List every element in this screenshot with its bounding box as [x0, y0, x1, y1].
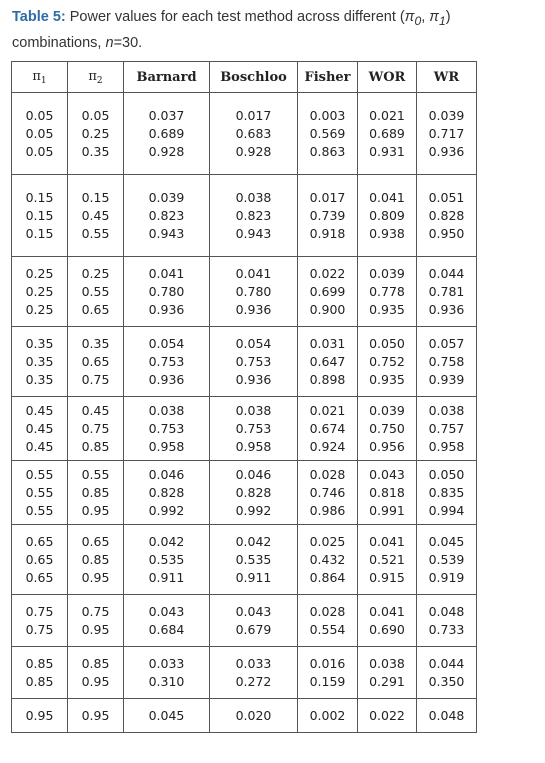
caption-label: Table 5:: [12, 9, 66, 25]
cell-value: 0.781: [428, 283, 465, 299]
cell-value: 0.039: [369, 402, 405, 418]
cell-value: 0.65: [81, 301, 110, 317]
cell-value: 0.539: [428, 551, 465, 567]
cell-pi1: [12, 647, 68, 699]
cell-value: 0.95: [81, 569, 110, 585]
cell-pi2: [68, 327, 124, 397]
cell-value: 0.809: [369, 207, 405, 223]
cell-value: 0.739: [309, 207, 346, 223]
cell-pi2: [68, 595, 124, 647]
cell-value: 0.038: [148, 402, 185, 418]
cell-value: 0.022: [369, 707, 405, 723]
table-row: [12, 93, 477, 175]
cell-pi1: [12, 93, 68, 175]
cell-value: 0.992: [148, 502, 185, 518]
cell-value: 0.690: [369, 621, 405, 637]
cell-value: 0.043: [235, 603, 272, 619]
cell-value: 0.55: [25, 502, 54, 518]
cell-value: 0.051: [428, 189, 465, 205]
cell-value: 0.674: [309, 420, 346, 436]
cell-value: 0.045: [428, 533, 465, 549]
cell-value: 0.683: [235, 125, 272, 141]
cell-value: 0.992: [235, 502, 272, 518]
cell-value: 0.75: [81, 603, 110, 619]
cell-boschloo: [210, 525, 298, 595]
cell-value: 0.823: [148, 207, 185, 223]
cell-value: 0.042: [235, 533, 272, 549]
cell-pi2: [68, 525, 124, 595]
cell-value: 0.521: [369, 551, 405, 567]
cell-value: 0.037: [148, 107, 185, 123]
caption-n-variable: n: [105, 34, 114, 51]
cell-value: 0.291: [369, 673, 405, 689]
cell-value: 0.041: [369, 189, 405, 205]
cell-boschloo: [210, 93, 298, 175]
cell-wr: [417, 327, 477, 397]
table-caption: Table 5: Power values for each test method across different ($\pi_0$, $\pi_1$) combinations, n=30.: [12, 9, 451, 51]
cell-wor: [358, 257, 417, 327]
cell-value: 0.45: [25, 420, 54, 436]
header-row: [12, 62, 477, 93]
cell-value: 0.535: [148, 551, 185, 567]
cell-value: 0.038: [235, 402, 272, 418]
cell-pi1: [12, 699, 68, 733]
cell-value: 0.039: [428, 107, 465, 123]
header-boschloo: Boschloo: [210, 62, 298, 93]
cell-value: 0.943: [235, 225, 272, 241]
cell-value: 0.041: [235, 265, 272, 281]
cell-value: 0.689: [148, 125, 185, 141]
cell-value: 0.028: [309, 466, 346, 482]
cell-value: 0.042: [148, 533, 185, 549]
cell-value: 0.022: [309, 265, 346, 281]
cell-wr: [417, 397, 477, 461]
cell-value: 0.958: [148, 438, 185, 454]
cell-value: 0.05: [25, 107, 54, 123]
cell-value: 0.05: [81, 107, 110, 123]
header-wr: WR: [417, 62, 477, 93]
cell-fisher: [298, 175, 358, 257]
cell-value: 0.991: [369, 502, 405, 518]
cell-value: 0.033: [235, 655, 272, 671]
cell-value: 0.35: [25, 371, 54, 387]
cell-value: 0.039: [148, 189, 185, 205]
caption-pi-1: $\pi_1$: [429, 9, 446, 28]
cell-value: 0.35: [25, 335, 54, 351]
cell-wr: [417, 525, 477, 595]
cell-value: 0.928: [235, 143, 272, 159]
cell-value: 0.057: [428, 335, 465, 351]
cell-value: 0.823: [235, 207, 272, 223]
cell-pi2: [68, 93, 124, 175]
cell-value: 0.936: [428, 301, 465, 317]
cell-value: 0.043: [369, 466, 405, 482]
cell-value: 0.938: [369, 225, 405, 241]
cell-value: 0.044: [428, 265, 465, 281]
cell-value: 0.746: [309, 484, 346, 500]
cell-value: 0.647: [309, 353, 346, 369]
cell-value: 0.918: [309, 225, 346, 241]
cell-value: 0.935: [369, 301, 405, 317]
cell-value: 0.272: [235, 673, 272, 689]
cell-boschloo: [210, 595, 298, 647]
cell-value: 0.25: [25, 283, 54, 299]
cell-value: 0.55: [25, 466, 54, 482]
caption-pi-0: $\pi_0$: [404, 9, 422, 28]
cell-value: 0.039: [369, 265, 405, 281]
cell-fisher: [298, 647, 358, 699]
cell-value: 0.924: [309, 438, 346, 454]
cell-value: 0.55: [81, 225, 110, 241]
cell-value: 0.753: [148, 420, 185, 436]
cell-pi1: [12, 461, 68, 525]
cell-value: 0.900: [309, 301, 346, 317]
cell-value: 0.85: [25, 655, 54, 671]
cell-value: 0.35: [81, 335, 110, 351]
cell-value: 0.05: [25, 143, 54, 159]
cell-value: 0.733: [428, 621, 465, 637]
cell-value: 0.038: [369, 655, 405, 671]
cell-value: 0.994: [428, 502, 465, 518]
cell-value: 0.679: [235, 621, 272, 637]
cell-value: 0.046: [235, 466, 272, 482]
table-row: [12, 397, 477, 461]
cell-boschloo: [210, 257, 298, 327]
cell-pi1: [12, 175, 68, 257]
cell-pi1: [12, 525, 68, 595]
cell-value: 0.043: [148, 603, 185, 619]
cell-wr: [417, 595, 477, 647]
cell-value: 0.835: [428, 484, 465, 500]
cell-pi1: [12, 327, 68, 397]
cell-value: 0.85: [81, 551, 110, 567]
cell-value: 0.958: [428, 438, 465, 454]
cell-value: 0.020: [235, 707, 272, 723]
cell-fisher: [298, 93, 358, 175]
cell-wor: [358, 647, 417, 699]
cell-value: 0.310: [148, 673, 185, 689]
cell-wr: [417, 461, 477, 525]
cell-value: 0.85: [81, 438, 110, 454]
cell-value: 0.021: [369, 107, 405, 123]
cell-value: 0.45: [81, 207, 110, 223]
cell-value: 0.65: [25, 551, 54, 567]
cell-value: 0.017: [309, 189, 346, 205]
cell-value: 0.031: [309, 335, 346, 351]
cell-value: 0.717: [428, 125, 465, 141]
cell-pi2: [68, 699, 124, 733]
table-row: [12, 461, 477, 525]
cell-value: 0.003: [309, 107, 346, 123]
cell-value: 0.050: [428, 466, 465, 482]
cell-value: 0.054: [235, 335, 272, 351]
cell-value: 0.025: [309, 533, 346, 549]
cell-value: 0.95: [25, 707, 54, 723]
cell-value: 0.002: [309, 707, 346, 723]
cell-value: 0.55: [81, 283, 110, 299]
cell-value: 0.35: [81, 143, 110, 159]
cell-wor: [358, 461, 417, 525]
cell-fisher: [298, 327, 358, 397]
cell-barnard: [124, 175, 210, 257]
cell-value: 0.753: [235, 420, 272, 436]
cell-value: 0.85: [81, 484, 110, 500]
cell-value: 0.689: [369, 125, 405, 141]
cell-barnard: [124, 327, 210, 397]
cell-value: 0.45: [81, 402, 110, 418]
cell-value: 0.554: [309, 621, 346, 637]
cell-value: 0.45: [25, 438, 54, 454]
cell-value: 0.898: [309, 371, 346, 387]
cell-value: 0.159: [309, 673, 346, 689]
cell-value: 0.046: [148, 466, 185, 482]
cell-value: 0.050: [369, 335, 405, 351]
cell-value: 0.931: [369, 143, 405, 159]
cell-fisher: [298, 397, 358, 461]
cell-value: 0.038: [428, 402, 465, 418]
table-row: [12, 525, 477, 595]
cell-fisher: [298, 595, 358, 647]
cell-value: 0.75: [81, 420, 110, 436]
header-pi2: $\pi_2$: [68, 62, 124, 93]
cell-value: 0.044: [428, 655, 465, 671]
cell-wor: [358, 525, 417, 595]
cell-wr: [417, 175, 477, 257]
table-row: [12, 257, 477, 327]
cell-value: 0.752: [369, 353, 405, 369]
cell-value: 0.780: [148, 283, 185, 299]
header-fisher: Fisher: [298, 62, 358, 93]
cell-value: 0.818: [369, 484, 405, 500]
cell-value: 0.936: [148, 301, 185, 317]
cell-barnard: [124, 699, 210, 733]
header-barnard: Barnard: [124, 62, 210, 93]
cell-value: 0.85: [81, 655, 110, 671]
cell-value: 0.535: [235, 551, 272, 567]
cell-barnard: [124, 397, 210, 461]
cell-value: 0.750: [369, 420, 405, 436]
cell-boschloo: [210, 647, 298, 699]
cell-wor: [358, 93, 417, 175]
table-row: [12, 595, 477, 647]
cell-value: 0.65: [81, 353, 110, 369]
cell-value: 0.956: [369, 438, 405, 454]
cell-fisher: [298, 461, 358, 525]
cell-value: 0.950: [428, 225, 465, 241]
cell-value: 0.935: [369, 371, 405, 387]
table-row: [12, 175, 477, 257]
cell-fisher: [298, 257, 358, 327]
cell-value: 0.045: [148, 707, 185, 723]
cell-value: 0.943: [148, 225, 185, 241]
cell-value: 0.65: [25, 533, 54, 549]
cell-value: 0.95: [81, 673, 110, 689]
cell-boschloo: [210, 699, 298, 733]
cell-value: 0.15: [81, 189, 110, 205]
cell-value: 0.863: [309, 143, 346, 159]
cell-barnard: [124, 525, 210, 595]
cell-value: 0.25: [81, 125, 110, 141]
cell-value: 0.928: [148, 143, 185, 159]
cell-value: 0.041: [148, 265, 185, 281]
cell-fisher: [298, 699, 358, 733]
cell-value: 0.55: [81, 466, 110, 482]
cell-value: 0.041: [369, 603, 405, 619]
cell-value: 0.25: [25, 265, 54, 281]
cell-pi2: [68, 461, 124, 525]
cell-value: 0.15: [25, 207, 54, 223]
table-row: [12, 699, 477, 733]
cell-value: 0.021: [309, 402, 346, 418]
cell-value: 0.864: [309, 569, 346, 585]
cell-value: 0.75: [25, 603, 54, 619]
cell-value: 0.75: [25, 621, 54, 637]
cell-value: 0.05: [25, 125, 54, 141]
cell-value: 0.936: [148, 371, 185, 387]
cell-wor: [358, 595, 417, 647]
cell-value: 0.041: [369, 533, 405, 549]
cell-boschloo: [210, 397, 298, 461]
caption-text-a: Power values for each test method across different (: [65, 9, 405, 25]
cell-fisher: [298, 525, 358, 595]
cell-value: 0.75: [81, 371, 110, 387]
cell-value: 0.038: [235, 189, 272, 205]
cell-value: 0.15: [25, 189, 54, 205]
cell-pi1: [12, 595, 68, 647]
table-row: [12, 647, 477, 699]
cell-value: 0.25: [81, 265, 110, 281]
cell-value: 0.911: [148, 569, 185, 585]
cell-value: 0.919: [428, 569, 465, 585]
cell-value: 0.45: [25, 402, 54, 418]
cell-value: 0.753: [148, 353, 185, 369]
cell-wr: [417, 93, 477, 175]
cell-boschloo: [210, 461, 298, 525]
cell-value: 0.35: [25, 353, 54, 369]
cell-value: 0.936: [235, 301, 272, 317]
caption-text-c: =30.: [113, 34, 143, 51]
cell-value: 0.753: [235, 353, 272, 369]
cell-value: 0.915: [369, 569, 405, 585]
cell-wor: [358, 327, 417, 397]
cell-barnard: [124, 595, 210, 647]
cell-value: 0.048: [428, 707, 465, 723]
cell-pi2: [68, 397, 124, 461]
cell-barnard: [124, 461, 210, 525]
cell-pi2: [68, 647, 124, 699]
cell-value: 0.778: [369, 283, 405, 299]
cell-value: 0.986: [309, 502, 346, 518]
cell-pi2: [68, 257, 124, 327]
cell-value: 0.65: [81, 533, 110, 549]
cell-value: 0.017: [235, 107, 272, 123]
cell-value: 0.939: [428, 371, 465, 387]
cell-value: 0.432: [309, 551, 346, 567]
cell-wor: [358, 699, 417, 733]
cell-value: 0.95: [81, 707, 110, 723]
cell-value: 0.828: [428, 207, 465, 223]
cell-wor: [358, 397, 417, 461]
cell-value: 0.054: [148, 335, 185, 351]
cell-value: 0.95: [81, 621, 110, 637]
cell-wr: [417, 257, 477, 327]
table-row: [12, 327, 477, 397]
cell-value: 0.780: [235, 283, 272, 299]
power-values-table: [11, 61, 477, 733]
cell-wr: [417, 647, 477, 699]
cell-value: 0.684: [148, 621, 185, 637]
cell-value: 0.828: [235, 484, 272, 500]
cell-pi1: [12, 257, 68, 327]
cell-boschloo: [210, 175, 298, 257]
cell-wr: [417, 699, 477, 733]
cell-value: 0.016: [309, 655, 346, 671]
cell-value: 0.15: [25, 225, 54, 241]
cell-value: 0.758: [428, 353, 465, 369]
cell-value: 0.95: [81, 502, 110, 518]
header-wor: WOR: [358, 62, 417, 93]
cell-value: 0.350: [428, 673, 465, 689]
cell-value: 0.911: [235, 569, 272, 585]
cell-value: 0.033: [148, 655, 185, 671]
cell-value: 0.958: [235, 438, 272, 454]
cell-value: 0.569: [309, 125, 346, 141]
cell-pi2: [68, 175, 124, 257]
cell-value: 0.757: [428, 420, 465, 436]
cell-value: 0.936: [235, 371, 272, 387]
cell-value: 0.25: [25, 301, 54, 317]
cell-value: 0.85: [25, 673, 54, 689]
cell-value: 0.699: [309, 283, 346, 299]
cell-value: 0.65: [25, 569, 54, 585]
cell-value: 0.936: [428, 143, 465, 159]
cell-value: 0.828: [148, 484, 185, 500]
cell-value: 0.048: [428, 603, 465, 619]
header-pi1: $\pi_1$: [12, 62, 68, 93]
cell-wor: [358, 175, 417, 257]
cell-value: 0.028: [309, 603, 346, 619]
caption-text-b: ) combinations,: [12, 9, 451, 51]
cell-barnard: [124, 647, 210, 699]
cell-value: 0.55: [25, 484, 54, 500]
cell-pi1: [12, 397, 68, 461]
cell-barnard: [124, 257, 210, 327]
cell-barnard: [124, 93, 210, 175]
cell-boschloo: [210, 327, 298, 397]
